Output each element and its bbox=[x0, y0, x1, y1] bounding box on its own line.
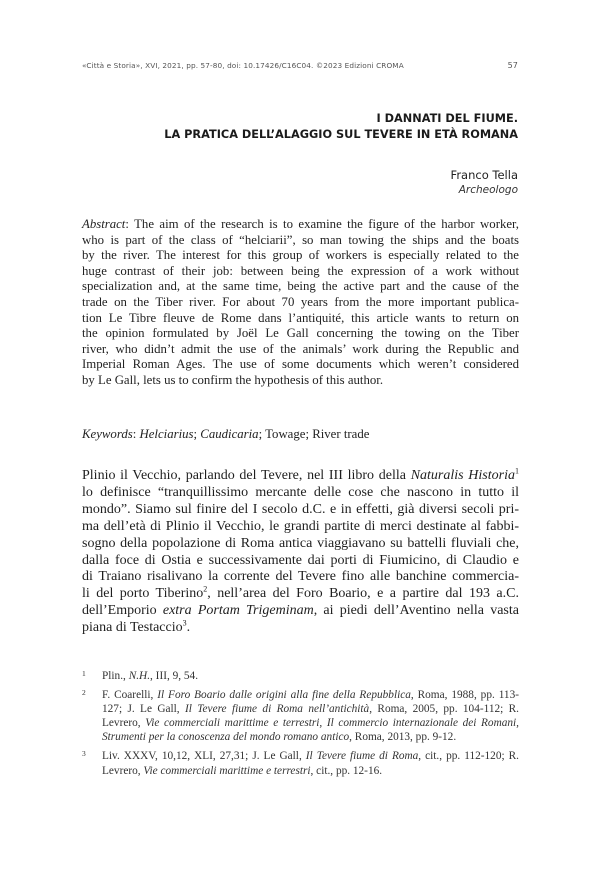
footnote-ref[interactable]: 1 bbox=[514, 466, 519, 476]
page-number: 57 bbox=[507, 61, 518, 70]
abstract-line: specialization and, at the same time, being the active part and the cause of the bbox=[82, 279, 519, 294]
abstract bbox=[82, 217, 519, 389]
running-head-citation: «Città e Storia», XVI, 2021, pp. 57-80, doi: 10.17426/C16C04. ©2023 Edizioni CROMA bbox=[82, 61, 404, 70]
title-line-2: LA PRATICA DELL’ALAGGIO SUL TEVERE IN ETÀ ROMANA bbox=[164, 128, 518, 141]
keyword: Helciarius bbox=[139, 427, 194, 441]
keyword: Caudicaria bbox=[200, 427, 259, 441]
abstract-line: huge contrast of their job: between being the expression of a work without bbox=[82, 263, 519, 278]
abstract-line: trade on the Tiber river. For about 70 years from the more important publica- bbox=[82, 294, 519, 309]
footnote-number: 3 bbox=[82, 749, 86, 759]
body-line: dalla foce di Ostia e successivamente dai porti di Fiumicino, di Claudio e bbox=[82, 552, 519, 568]
body-line: Plinio il Vecchio, parlando del Tevere, nel III libro della Naturalis Historia$^1$ bbox=[82, 466, 519, 483]
footnote-ref[interactable]: 3 bbox=[182, 618, 187, 628]
abstract-line: tion Le Tibre fleuve de Rome dans l’antiquité, this article wants to return on bbox=[82, 310, 519, 325]
abstract-line: river, who didn’t admit the use of the animals’ work during the Republic and bbox=[82, 341, 519, 356]
footnote-1: 1 Plin., N.H., III, 9, 54. bbox=[82, 669, 199, 682]
author-name: Franco Tella bbox=[450, 168, 518, 182]
footnote-number: 1 bbox=[82, 669, 86, 678]
title-line-1: I DANNATI DEL FIUME. bbox=[376, 112, 518, 125]
keywords: Keywords: Helciarius; Caudicaria; Towage; River trade bbox=[82, 427, 370, 441]
author-role: Archeologo bbox=[458, 184, 518, 196]
body-line: dell’Emporio extra Portam Trigeminam, ai piedi dell’Aventino nella vasta bbox=[82, 603, 519, 619]
body-line: piana di Testaccio$^3$. bbox=[82, 618, 191, 636]
body-line: ma dell’età di Plinio il Vecchio, le grandi partite di merci destinate al fabbi- bbox=[82, 518, 519, 534]
footnotes bbox=[82, 669, 519, 783]
footnote-number: 2 bbox=[82, 688, 86, 698]
body-line: di Traiano risalivano la corrente del Tevere fino alle banchine commercia- bbox=[82, 569, 519, 585]
keywords-label: Keywords bbox=[82, 427, 133, 441]
body-line: mondo”. Siamo sul finire del I secolo d.C. e in effetti, già diversi secoli pri- bbox=[82, 501, 519, 517]
abstract-line: the opinion formulated by Joël Le Gall concerning the towing on the Tiber bbox=[82, 326, 519, 341]
abstract-line: Imperial Roman Ages. The use of some documents which weren’t considered bbox=[82, 357, 519, 372]
abstract-line: by Le Gall, lets us to confirm the hypothesis of this author. bbox=[82, 372, 384, 387]
body-line: sogno della popolazione di Roma antica viaggiavano su battelli fluviali che, bbox=[82, 535, 519, 551]
author-block bbox=[451, 167, 518, 198]
abstract-label: Abstract bbox=[82, 217, 126, 231]
abstract-line: Abstract: The aim of the research is to examine the figure of the harbor worker, bbox=[82, 217, 519, 231]
footnote-2: 2 F. Coarelli, Il Foro Boario dalle origini alla fine della Repubblica, Roma, 1988, pp. 113- 127; J. Le Gall, Il Tevere fiume di Roma nell’antichità, Roma, 2005, pp. 104-112; R. Levrero, Vie commerciali marittime e terrestri, Il commercio internazionale dei Romani, Strumenti per la conoscenza del mondo romano antico, Roma, 2013, pp. 9-12. bbox=[82, 688, 520, 744]
abstract-line: who is part of the class of “helciarii”, so man towing the ships and the boats bbox=[82, 232, 519, 247]
abstract-line: by the river. The interest for this group of workers is especially related to the bbox=[82, 248, 519, 263]
article-title bbox=[164, 111, 518, 143]
footnote-3: 3 Liv. XXXV, 10,12, XLI, 27,31; J. Le Gall, Il Tevere fiume di Roma, cit., pp. 112-120; R. Levrero, Vie commerciali marittime e terrestri, cit., pp. 12-16. bbox=[82, 749, 519, 777]
body-line: li del porto Tiberino$^2$, nell’area del Foro Boario, e a partire dal 193 a.C. bbox=[82, 584, 519, 602]
footnote-ref[interactable]: 2 bbox=[203, 584, 208, 594]
body-line: lo definisce “tranquillissimo mercante delle cose che nascono in tutto il bbox=[82, 484, 519, 500]
body-paragraph bbox=[82, 468, 519, 637]
